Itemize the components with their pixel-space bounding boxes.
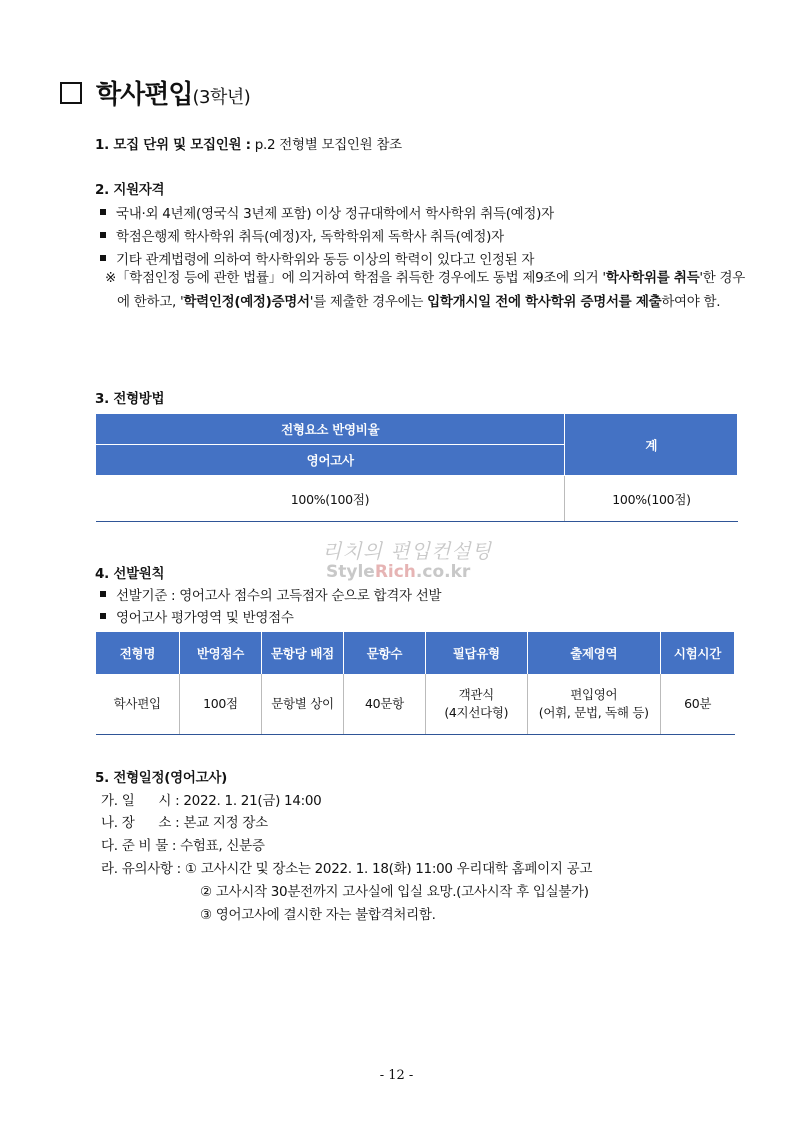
section-3-heading: 3. 전형방법 bbox=[95, 391, 165, 407]
watermark-url: StyleRich.co.kr bbox=[326, 562, 471, 582]
table-cell: 60분 bbox=[660, 674, 734, 735]
table-cell: 40문항 bbox=[343, 674, 425, 735]
square-bullet-icon bbox=[100, 591, 106, 597]
table-header-weight: 전형요소 반영비율 bbox=[96, 414, 565, 445]
schedule-note: ③ 영어고사에 결시한 자는 불합격처리함. bbox=[200, 907, 436, 923]
section-2-heading: 2. 지원자격 bbox=[95, 182, 165, 198]
section-1 bbox=[95, 133, 402, 153]
table-header: 문항수 bbox=[343, 632, 425, 674]
section-1-heading: 1. 모집 단위 및 모집인원 : bbox=[95, 137, 251, 153]
schedule-note: ② 고사시작 30분전까지 고사실에 입실 요망.(고사시작 후 입실불가) bbox=[200, 884, 589, 900]
table-cell: 편입영어 (어휘, 문법, 독해 등) bbox=[527, 674, 660, 735]
page-title: 학사편입(3학년) bbox=[96, 80, 251, 110]
table-row bbox=[96, 674, 735, 735]
selection-item: 선발기준 : 영어고사 점수의 고득점자 순으로 합격자 선발 bbox=[100, 584, 441, 604]
table-cell-total-ratio: 100%(100점) bbox=[565, 476, 738, 522]
table-header-english-exam: 영어고사 bbox=[96, 445, 565, 476]
eligibility-item: 학점은행제 학사학위 취득(예정)자, 독학학위제 독학사 취득(예정)자 bbox=[100, 225, 504, 245]
table-header: 출제영역 bbox=[527, 632, 660, 674]
schedule-row: 가. 일 시 : 2022. 1. 21(금) 14:00 bbox=[101, 793, 322, 809]
eligibility-item: 기타 관계법령에 의하여 학사학위와 동등 이상의 학력이 있다고 인정된 자 bbox=[100, 248, 534, 268]
table-header: 시험시간 bbox=[660, 632, 734, 674]
table-header-total: 계 bbox=[565, 414, 738, 476]
square-bullet-icon bbox=[100, 209, 106, 215]
selection-method-table bbox=[95, 413, 738, 522]
page-number: - 12 - bbox=[379, 1068, 414, 1083]
table-cell: 객관식 (4지선다형) bbox=[425, 674, 527, 735]
schedule-row: 다. 준 비 물 : 수험표, 신분증 bbox=[101, 838, 265, 854]
table-header: 반영점수 bbox=[179, 632, 261, 674]
square-bullet-icon bbox=[100, 613, 106, 619]
section-1-text: p.2 전형별 모집인원 참조 bbox=[250, 137, 402, 153]
title-checkbox-icon bbox=[60, 82, 82, 104]
eligibility-note: ※「학점인정 등에 관한 법률」에 의거하여 학점을 취득한 경우에도 동법 제9조에 의거 '학사학위를 취득'한 경우에 한하고, '학력인정(예정)증명서'를 제출한 경우에는 입학개시일 전에 학사학위 증명서를 제출하여야 함. bbox=[105, 270, 745, 310]
page-subtitle: (3학년) bbox=[192, 87, 251, 108]
selection-item: 영어고사 평가영역 및 반영점수 bbox=[100, 606, 294, 626]
square-bullet-icon bbox=[100, 255, 106, 261]
table-header: 문항당 배점 bbox=[262, 632, 344, 674]
table-cell: 문항별 상이 bbox=[262, 674, 344, 735]
exam-info-table bbox=[95, 632, 735, 735]
table-header: 필답유형 bbox=[425, 632, 527, 674]
watermark-text: 리치의 편입컨설팅 bbox=[322, 539, 492, 563]
square-bullet-icon bbox=[100, 232, 106, 238]
section-4-heading: 4. 선발원칙 bbox=[95, 566, 165, 582]
section-5-heading: 5. 전형일정(영어고사) bbox=[95, 770, 227, 786]
table-cell: 100점 bbox=[179, 674, 261, 735]
table-header: 전형명 bbox=[96, 632, 180, 674]
schedule-row: 라. 유의사항 : ① 고사시간 및 장소는 2022. 1. 18(화) 11:00 우리대학 홈페이지 공고 bbox=[101, 861, 593, 877]
table-cell: 학사편입 bbox=[96, 674, 180, 735]
schedule-row: 나. 장 소 : 본교 지정 장소 bbox=[101, 815, 268, 831]
eligibility-item: 국내·외 4년제(영국식 3년제 포함) 이상 정규대학에서 학사학위 취득(예정)자 bbox=[100, 202, 554, 222]
table-cell-exam-ratio: 100%(100점) bbox=[96, 476, 565, 522]
